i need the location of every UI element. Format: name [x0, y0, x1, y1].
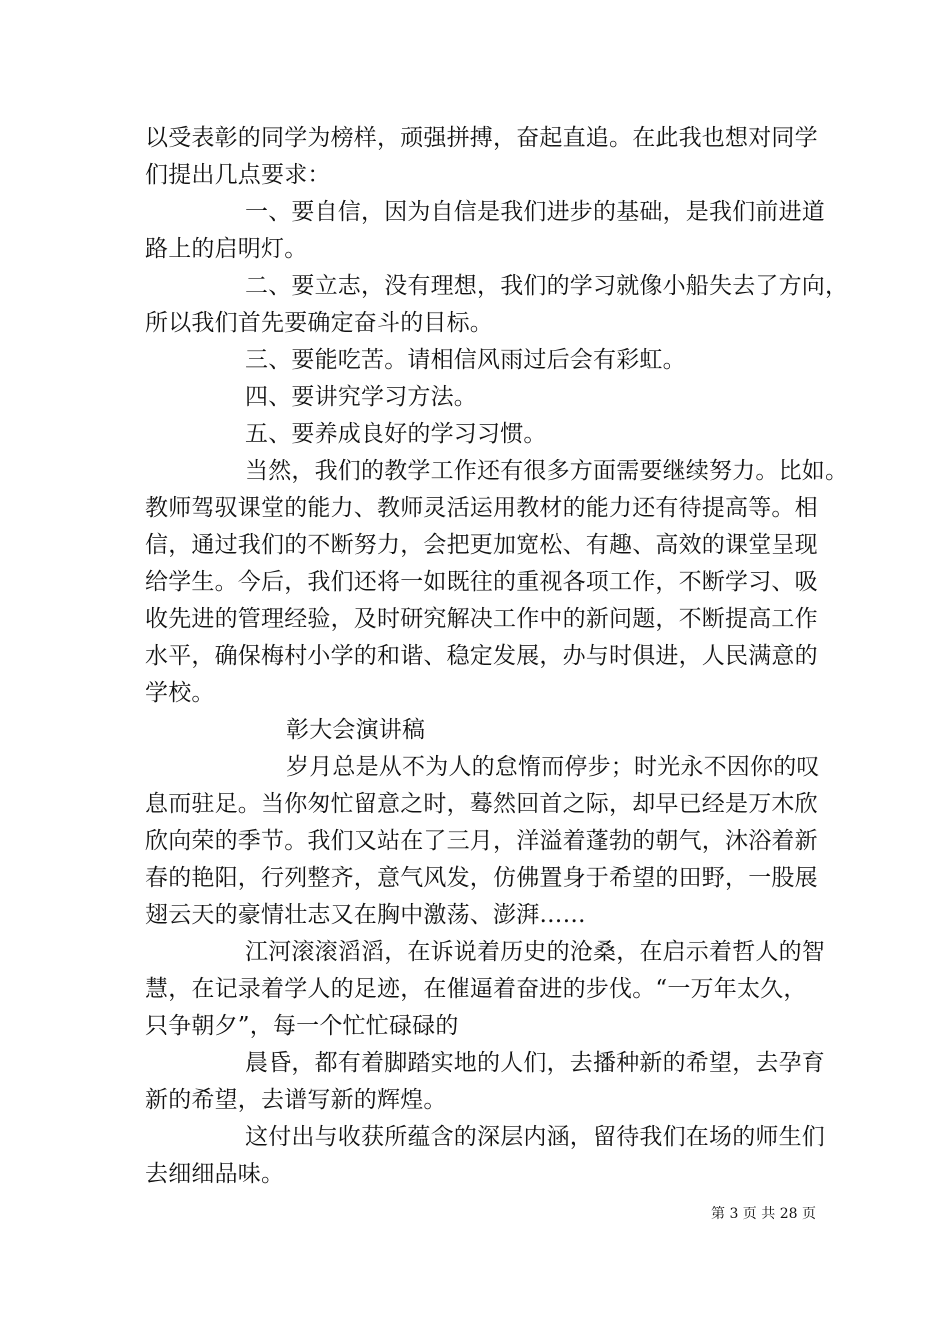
- text-line: 水平，确保梅村小学的和谐、稳定发展，办与时俱进，人民满意的: [145, 643, 818, 669]
- text-line: 慧，在记录着学人的足迹，在催逼着奋进的步伐。“一万年太久，: [145, 976, 807, 1002]
- text-line: 四、要讲究学习方法。: [245, 384, 477, 410]
- text-line: 去细细品味。: [145, 1161, 285, 1187]
- text-line: 春的艳阳，行列整齐，意气风发，仿佛置身于希望的田野，一股展: [145, 865, 818, 891]
- text-line: 江河滚滚滔滔，在诉说着历史的沧桑，在启示着哲人的智: [245, 939, 825, 965]
- text-line: 晨昏，都有着脚踏实地的人们，去播种新的希望，去孕育: [245, 1050, 825, 1076]
- text-line: 二、要立志，没有理想，我们的学习就像小船失去了方向，: [245, 273, 849, 299]
- text-line: 学校。: [145, 680, 215, 706]
- section-title: 彰大会演讲稿: [286, 717, 426, 743]
- text-line: 岁月总是从不为人的怠惰而停步；时光永不因你的叹: [286, 754, 820, 780]
- text-line: 路上的启明灯。: [145, 236, 308, 262]
- text-line: 一、要自信，因为自信是我们进步的基础，是我们前进道: [245, 199, 825, 225]
- text-line: 新的希望，去谱写新的辉煌。: [145, 1087, 447, 1113]
- text-line: 收先进的管理经验，及时研究解决工作中的新问题，不断提高工作: [145, 606, 818, 632]
- text-line: 给学生。今后，我们还将一如既往的重视各项工作，不断学习、吸: [145, 569, 818, 595]
- text-line: 息而驻足。当你匆忙留意之时，蓦然回首之际，却早已经是万木欣: [145, 791, 818, 817]
- text-line: 们提出几点要求：: [145, 162, 331, 188]
- text-line: 当然，我们的教学工作还有很多方面需要继续努力。比如。: [245, 458, 849, 484]
- text-line: 这付出与收获所蕴含的深层内涵，留待我们在场的师生们: [245, 1124, 825, 1150]
- text-line: 教师驾驭课堂的能力、教师灵活运用教材的能力还有待提高等。相: [145, 495, 818, 521]
- text-line: 三、要能吃苦。请相信风雨过后会有彩虹。: [245, 347, 686, 373]
- text-line: 以受表彰的同学为榜样，顽强拼搏，奋起直追。在此我也想对同学: [145, 125, 818, 151]
- page-number: 第 3 页 共 28 页: [711, 1206, 816, 1222]
- text-line: 信，通过我们的不断努力，会把更加宽松、有趣、高效的课堂呈现: [145, 532, 818, 558]
- text-line: 翅云天的豪情壮志又在胸中激荡、澎湃……: [145, 902, 586, 928]
- text-line: 五、要养成良好的学习习惯。: [245, 421, 547, 447]
- text-line: 所以我们首先要确定奋斗的目标。: [145, 310, 493, 336]
- text-line: 欣向荣的季节。我们又站在了三月，洋溢着蓬勃的朝气，沐浴着新: [145, 828, 818, 854]
- text-line: 只争朝夕”，每一个忙忙碌碌的: [145, 1013, 459, 1039]
